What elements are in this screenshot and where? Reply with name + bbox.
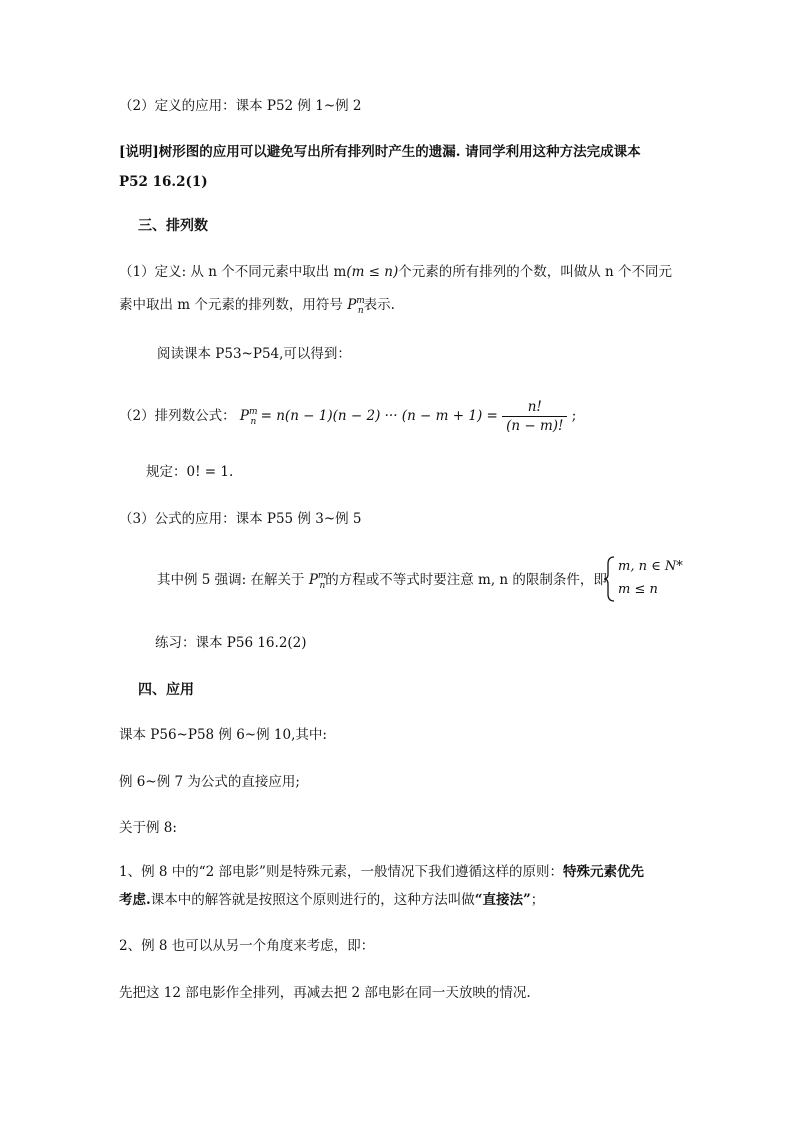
definition-condition: (m ≤ n) xyxy=(346,264,399,280)
content-line-5-end: ； xyxy=(530,892,545,908)
consider-first: 考虑. xyxy=(119,892,151,908)
formula-fraction xyxy=(502,398,567,435)
rule-line: 规定：0! = 1. xyxy=(146,464,234,480)
note-line-1: [说明]树形图的应用可以避免写出所有排列时产生的遗漏. 请同学利用这种方法完成课本 xyxy=(119,144,641,160)
section-heading-4: 四、应用 xyxy=(138,682,194,698)
content-line-4-text: 1、例 8 中的“2 部电影”则是特殊元素，一般情况下我们遵循这样的原则： xyxy=(119,864,563,880)
content-line-7: 先把这 12 部电影作全排列，再减去把 2 部电影在同一天放映的情况. xyxy=(119,985,531,1001)
condition-brace xyxy=(604,556,684,602)
definition-line-1 xyxy=(119,262,672,282)
formula-end: ; xyxy=(571,408,577,424)
content-line-4 xyxy=(119,862,644,882)
content-line-1: 课本 P56~P58 例 6~例 10,其中: xyxy=(119,727,327,743)
fraction-denominator: (n − m)! xyxy=(506,418,564,434)
definition2-text-b: 表示. xyxy=(363,297,395,313)
special-element-principle: 特殊元素优先 xyxy=(562,864,644,880)
content-line-3: 关于例 8: xyxy=(119,820,177,836)
practice-line: 练习：课本 P56 16.2(2) xyxy=(155,635,307,651)
read-line: 阅读课本 P53~P54,可以得到： xyxy=(157,346,351,362)
content-line-2: 例 6~例 7 为公式的直接应用; xyxy=(119,774,300,790)
definition2-text-a: 素中取出 m 个元素的排列数，用符号 xyxy=(119,297,343,313)
content-line-5 xyxy=(119,890,544,910)
definition-text-b: 个元素的所有排列的个数，叫做从 n 个不同元 xyxy=(398,264,673,280)
definition-line-2 xyxy=(119,295,395,317)
content-line-6: 2、例 8 也可以从另一个角度来考虑，即： xyxy=(119,938,375,954)
example5-text-a: 其中例 5 强调: 在解关于 xyxy=(157,572,305,588)
text-line-definition-application: （2）定义的应用：课本 P52 例 1~例 2 xyxy=(119,98,362,114)
example5-permutation-symbol: $P^m_n$ xyxy=(308,571,327,591)
direct-method: “直接法” xyxy=(474,892,531,908)
condition-line-2: m ≤ n xyxy=(618,582,658,597)
fraction-numerator: n! xyxy=(502,398,567,417)
left-brace-icon xyxy=(604,556,616,602)
example5-line xyxy=(157,570,607,592)
formula-equation: = n(n − 1)(n − 2) ··· (n − m + 1) = xyxy=(260,408,498,424)
note-line-2: P52 16.2(1) xyxy=(119,174,208,190)
condition-line-1: m, n ∈ N* xyxy=(618,559,683,574)
application-line: （3）公式的应用：课本 P55 例 3~例 5 xyxy=(119,511,362,527)
permutation-symbol: $P^m_n$ xyxy=(347,296,365,316)
content-line-5-text: 课本中的解答就是按照这个原则进行的，这种方法叫做 xyxy=(150,892,475,908)
formula-line xyxy=(119,396,576,438)
section-heading-3: 三、排列数 xyxy=(138,218,208,234)
definition-text-a: （1）定义: 从 n 个不同元素中取出 m xyxy=(119,264,347,280)
example5-text-b: 的方程或不等式时要注意 m, n 的限制条件，即 xyxy=(325,572,607,588)
formula-label: （2）排列数公式： xyxy=(119,408,236,424)
formula-permutation-symbol: $P^m_n$ xyxy=(239,407,258,427)
